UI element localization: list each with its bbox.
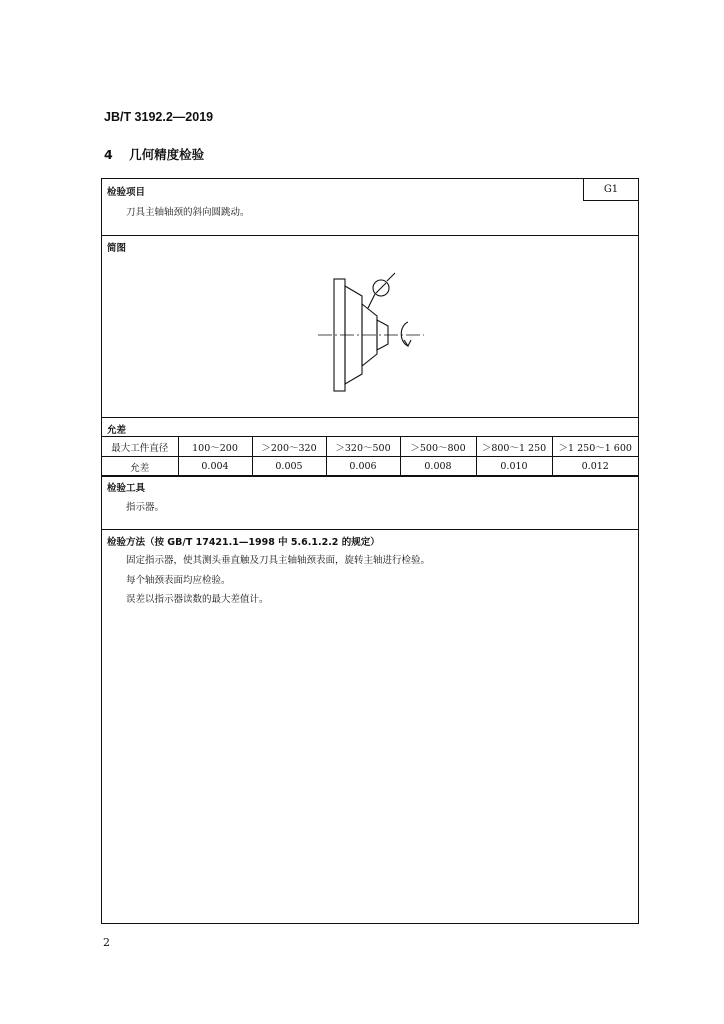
tolerance-value-cell: 0.008 (400, 457, 476, 477)
tools-text: 指示器。 (126, 502, 165, 513)
tolerance-header-cell: 允差 (102, 457, 178, 477)
range-cell: 100～200 (178, 437, 252, 457)
tolerance-table (102, 436, 638, 477)
indicator-stem (387, 273, 395, 281)
item-code: G1 (583, 179, 638, 201)
method-line: 固定指示器，使其测头垂直触及刀具主轴轴颈表面，旋转主轴进行检验。 (126, 555, 431, 566)
tools-section (102, 475, 638, 529)
method-line: 每个轴颈表面均应检验。 (126, 574, 231, 586)
inspection-sheet (101, 178, 639, 924)
tolerance-value-cell: 0.010 (476, 457, 552, 477)
tolerance-value-cell: 0.006 (326, 457, 400, 477)
method-label: 检验方法（按 GB/T 17421.1—1998 中 5.6.1.2.2 的规定） (107, 537, 380, 548)
section-number: 4 (104, 147, 113, 162)
diameter-header-cell: 最大工件直径 (102, 437, 178, 457)
tolerance-value-cell: 0.005 (252, 457, 326, 477)
method-lines (126, 551, 430, 610)
tolerance-label: 允差 (107, 425, 127, 436)
table-row (102, 457, 638, 477)
range-cell: ＞800～1 250 (476, 437, 552, 457)
range-cell: ＞500～800 (400, 437, 476, 457)
method-line: 误差以指示器读数的最大差值计。 (126, 594, 269, 605)
rotation-arrow (401, 322, 408, 346)
range-cell: ＞200～320 (252, 437, 326, 457)
tolerance-value-cell: 0.004 (178, 457, 252, 477)
page-number: 2 (103, 936, 110, 949)
spindle-runout-diagram (102, 236, 638, 416)
section-title: 几何精度检验 (129, 147, 205, 162)
inspection-item-label: 检验项目 (107, 187, 146, 198)
diagram-label: 简图 (107, 243, 127, 254)
table-row (102, 437, 638, 457)
indicator-probe (368, 294, 375, 308)
diagram-section (102, 235, 638, 417)
inspection-item-section (102, 179, 638, 235)
standard-code: JB/T 3192.2—2019 (104, 110, 214, 124)
tolerance-value-cell: 0.012 (552, 457, 638, 477)
range-cell: ＞320～500 (326, 437, 400, 457)
range-cell: ＞1 250～1 600 (552, 437, 638, 457)
tools-label: 检验工具 (107, 483, 146, 494)
inspection-item-text: 刀具主轴轴颈的斜向圆跳动。 (126, 207, 250, 218)
section-heading (104, 145, 204, 163)
